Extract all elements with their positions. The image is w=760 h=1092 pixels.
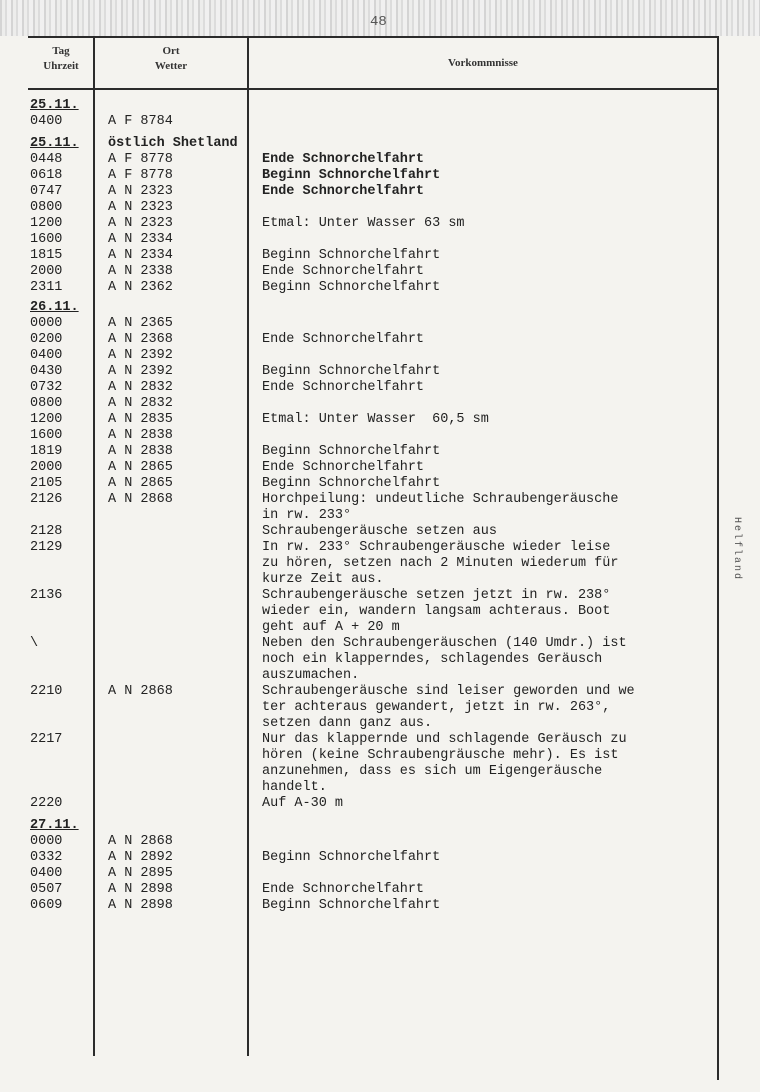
entry-time: 0618	[30, 168, 63, 183]
entry-event: Ende Schnorchelfahrt	[262, 332, 425, 347]
entry-event: noch ein klapperndes, schlagendes Geräusch	[262, 652, 603, 667]
entry-location: A N 2334	[108, 248, 173, 263]
entry-event: Etmal: Unter Wasser 60,5 sm	[262, 412, 489, 427]
entry-event: Schraubengeräusche setzen aus	[262, 524, 497, 539]
entry-time: 0430	[30, 364, 63, 379]
entry-time: 1600	[30, 232, 63, 247]
entry-event: Etmal: Unter Wasser 63 sm	[262, 216, 465, 231]
entry-location: A N 2334	[108, 232, 173, 247]
entry-location: A F 8778	[108, 152, 173, 167]
entry-time: 2129	[30, 540, 63, 555]
entry-location: A N 2835	[108, 412, 173, 427]
entry-event: Beginn Schnorchelfahrt	[262, 168, 441, 183]
entry-date: 26.11.	[30, 300, 79, 315]
entry-location: A F 8784	[108, 114, 173, 129]
entry-event: in rw. 233°	[262, 508, 352, 523]
entry-event: Beginn Schnorchelfahrt	[262, 850, 441, 865]
entry-event: Beginn Schnorchelfahrt	[262, 476, 441, 491]
entry-time: 1819	[30, 444, 63, 459]
entry-event: Auf A-30 m	[262, 796, 344, 811]
entry-event: zu hören, setzen nach 2 Minuten wiederum für	[262, 556, 619, 571]
entry-time: 0332	[30, 850, 63, 865]
entry-time: 0400	[30, 348, 63, 363]
entry-event: In rw. 233° Schraubengeräusche wieder leise	[262, 540, 611, 555]
page-number: 48	[370, 14, 387, 30]
entry-time: 1600	[30, 428, 63, 443]
entry-event: anzunehmen, dass es sich um Eigengeräusche	[262, 764, 603, 779]
entry-event: Ende Schnorchelfahrt	[262, 152, 425, 167]
header-tag: Tag	[52, 45, 70, 57]
entry-location: A N 2868	[108, 834, 173, 849]
entry-location: A N 2898	[108, 898, 173, 913]
entry-event: hören (keine Schraubengräusche mehr). Es ist	[262, 748, 619, 763]
entry-time: 0732	[30, 380, 63, 395]
entry-time: 2217	[30, 732, 63, 747]
entry-location: A N 2868	[108, 492, 173, 507]
entry-time: 2128	[30, 524, 63, 539]
entry-time: 2136	[30, 588, 63, 603]
entry-event: setzen dann ganz aus.	[262, 716, 433, 731]
entry-event: Ende Schnorchelfahrt	[262, 882, 425, 897]
entry-event: Ende Schnorchelfahrt	[262, 460, 425, 475]
entry-time: \	[30, 636, 39, 651]
entry-location: A N 2365	[108, 316, 173, 331]
entry-location: A N 2323	[108, 200, 173, 215]
entry-location: A N 2832	[108, 380, 173, 395]
entry-time: 0609	[30, 898, 63, 913]
entry-location: A N 2865	[108, 476, 173, 491]
entry-event: Beginn Schnorchelfahrt	[262, 364, 441, 379]
column-header-events	[250, 56, 716, 71]
entry-time: 1815	[30, 248, 63, 263]
entry-event: Neben den Schraubengeräuschen (140 Umdr.) ist	[262, 636, 627, 651]
entry-event: Ende Schnorchelfahrt	[262, 264, 425, 279]
entry-location: A N 2838	[108, 444, 173, 459]
header-top-rule	[28, 36, 718, 38]
entry-event: auszumachen.	[262, 668, 360, 683]
header-vorkommnisse: Vorkommnisse	[448, 57, 518, 69]
entry-event: Horchpeilung: undeutliche Schraubengeräusche	[262, 492, 619, 507]
header-ort: Ort	[162, 45, 180, 57]
entry-location: A N 2832	[108, 396, 173, 411]
entry-event: handelt.	[262, 780, 327, 795]
entry-time: 0507	[30, 882, 63, 897]
entry-time: 0747	[30, 184, 63, 199]
entry-location: A N 2392	[108, 364, 173, 379]
entry-time: 1200	[30, 412, 63, 427]
entry-date: 27.11.	[30, 818, 79, 833]
entry-event: Beginn Schnorchelfahrt	[262, 248, 441, 263]
entry-time: 0800	[30, 396, 63, 411]
entry-time: 0200	[30, 332, 63, 347]
entry-time: 0400	[30, 114, 63, 129]
header-bottom-rule	[28, 88, 718, 90]
entry-event: Beginn Schnorchelfahrt	[262, 444, 441, 459]
header-uhrzeit: Uhrzeit	[43, 60, 79, 72]
entry-event: Beginn Schnorchelfahrt	[262, 898, 441, 913]
entry-event: wieder ein, wandern langsam achteraus. Boot	[262, 604, 611, 619]
entry-location: A N 2368	[108, 332, 173, 347]
entry-date: 25.11.	[30, 98, 79, 113]
entry-time: 2126	[30, 492, 63, 507]
entry-event: Ende Schnorchelfahrt	[262, 184, 425, 199]
entry-event: Nur das klappernde und schlagende Geräusch zu	[262, 732, 627, 747]
entry-date: 25.11.	[30, 136, 79, 151]
entry-location: östlich Shetland	[108, 136, 238, 151]
entry-location: A N 2898	[108, 882, 173, 897]
entry-event: geht auf A + 20 m	[262, 620, 400, 635]
entry-location: A N 2865	[108, 460, 173, 475]
entry-location: A F 8778	[108, 168, 173, 183]
entry-location: A N 2323	[108, 216, 173, 231]
margin-stamp: Helfland	[731, 517, 742, 582]
right-border	[717, 36, 719, 1080]
entry-time: 2220	[30, 796, 63, 811]
entry-location: A N 2323	[108, 184, 173, 199]
entry-time: 2210	[30, 684, 63, 699]
entry-event: kurze Zeit aus.	[262, 572, 384, 587]
entry-location: A N 2892	[108, 850, 173, 865]
entry-event: ter achteraus gewandert, jetzt in rw. 263°,	[262, 700, 611, 715]
entry-event: Beginn Schnorchelfahrt	[262, 280, 441, 295]
entry-time: 2311	[30, 280, 63, 295]
entry-event: Ende Schnorchelfahrt	[262, 380, 425, 395]
entry-event: Schraubengeräusche setzen jetzt in rw. 238°	[262, 588, 611, 603]
entry-time: 0448	[30, 152, 63, 167]
entry-time: 0000	[30, 316, 63, 331]
entry-location: A N 2392	[108, 348, 173, 363]
header-wetter: Wetter	[154, 60, 188, 72]
entry-time: 2000	[30, 460, 63, 475]
entry-time: 1200	[30, 216, 63, 231]
entry-location: A N 2868	[108, 684, 173, 699]
entry-time: 0800	[30, 200, 63, 215]
column-divider-1	[93, 36, 95, 1056]
entry-location: A N 2338	[108, 264, 173, 279]
entry-location: A N 2895	[108, 866, 173, 881]
column-divider-2	[247, 36, 249, 1056]
entry-location: A N 2362	[108, 280, 173, 295]
entry-location: A N 2838	[108, 428, 173, 443]
entry-time: 2000	[30, 264, 63, 279]
column-header-time	[30, 44, 92, 74]
entry-time: 0000	[30, 834, 63, 849]
entry-time: 2105	[30, 476, 63, 491]
entry-time: 0400	[30, 866, 63, 881]
entry-event: Schraubengeräusche sind leiser geworden und we	[262, 684, 635, 699]
column-header-location	[96, 44, 246, 74]
